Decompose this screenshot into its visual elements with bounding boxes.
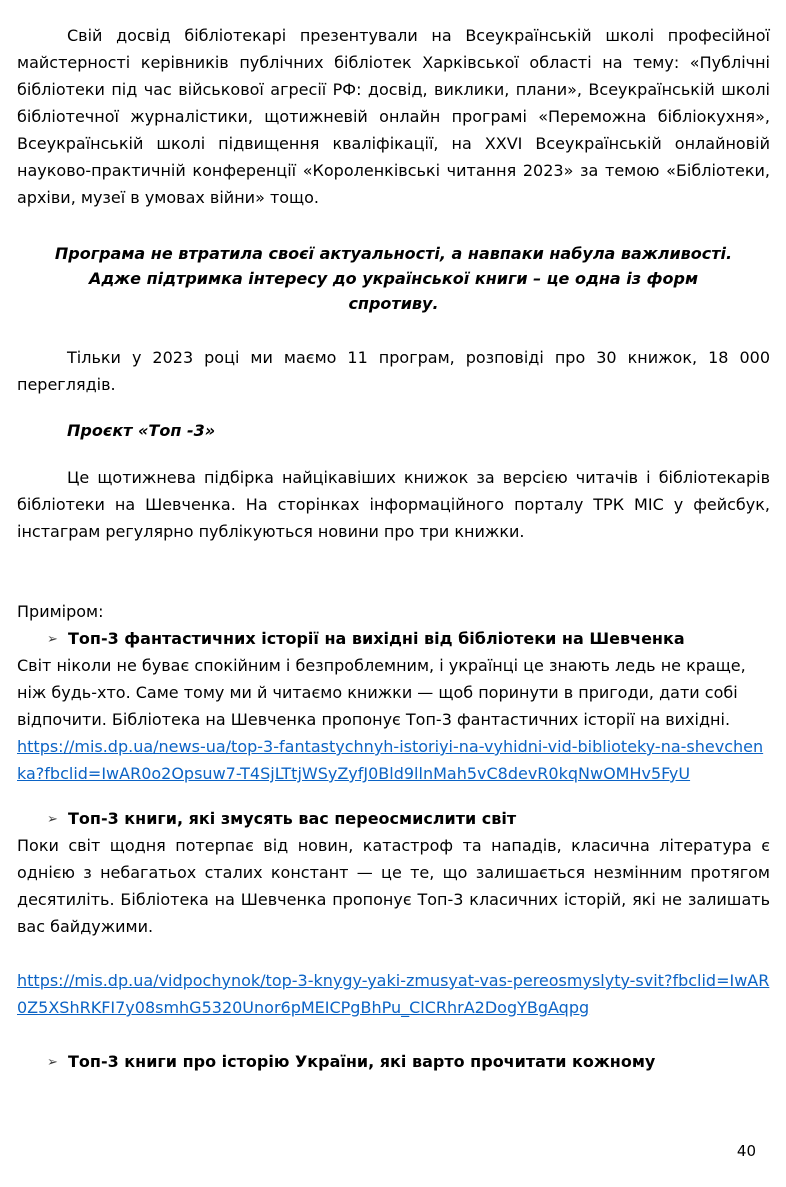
spacer <box>17 787 770 805</box>
link-top3-rethink[interactable]: https://mis.dp.ua/vidpochynok/top-3-knygy-yaki-zmusyat-vas-pereosmyslyty-svit?fbclid=IwAR0Z5XShRKFI7y08smhG5320Unor6pMEICPgBhPu_ClCRhrA2DogYBgAqpg <box>17 971 770 1017</box>
list-item-top3-rethink <box>17 805 770 832</box>
arrow-bullet-icon: ➢ <box>47 812 58 827</box>
list-item-top3-fantasy <box>17 625 770 652</box>
paragraph-experience: Свій досвід бібліотекарі презентували на Всеукраїнській школі професійної майстерності керівників публічних бібліотек Харківської області на тему: «Публічні бібліотеки під час військової агресії РФ: досвід, виклики, плани», Всеукраїнській школі бібліотечної журналістики, щотижневій онлайн програмі «Переможна бібліокухня», Всеукраїнській школі підвищення кваліфікації, на XXVI Всеукраїнській онлайновій науково-практичній конференції «Короленківські читання 2023» за темою «Бібліотеки, архіви, музеї в умовах війни» тощо. <box>17 26 770 207</box>
project-heading: Проєкт «Топ -3» <box>67 421 216 440</box>
link-top3-fantasy[interactable]: https://mis.dp.ua/news-ua/top-3-fantastychnyh-istoriyi-na-vyhidni-vid-biblioteky-na-shevchenka?fbclid=IwAR0o2Opsuw7-T4SjLTtjWSyZyfJ0Bld9llnMah5vC8devR0kqNwOMHv5FyU <box>17 737 764 783</box>
list-item-top3-history <box>17 1048 770 1075</box>
spacer <box>17 1021 770 1048</box>
page-number: 40 <box>736 1142 756 1160</box>
list-item-body: Поки світ щодня потерпає від новин, катастроф та нападів, класична література є однією з небагатьох сталих констант — це те, що залишається незмінним протягом десятиліть. Бібліотека на Шевченка пропонує Топ-3 класичних історій, які не залишать вас байдужими. <box>17 836 770 936</box>
paragraph-stats: Тільки у 2023 році ми маємо 11 програм, розповіді про 30 книжок, 18 000 переглядів. <box>17 348 770 394</box>
spacer <box>17 571 770 598</box>
list-item-title: Топ-3 книги про історію України, які варто прочитати кожному <box>68 1052 656 1071</box>
arrow-bullet-icon: ➢ <box>47 632 58 647</box>
list-item-title: Топ-3 книги, які змусять вас переосмислити світ <box>68 809 517 828</box>
spacer <box>17 940 770 967</box>
arrow-bullet-icon: ➢ <box>47 1055 58 1070</box>
list-item-body: Світ ніколи не буває спокійним і безпроблемним, і українці це знають ледь не краще, ніж будь-хто. Саме тому ми й читаємо книжки — щоб поринути в пригоди, дати собі відпочити. Бібліотека на Шевченка пропонує Топ-3 фантастичних історії на вихідні. <box>17 656 746 729</box>
list-item-title: Топ-3 фантастичних історії на вихідні від бібліотеки на Шевченка <box>68 629 685 648</box>
quote-paragraph: Програма не втратила своєї актуальності, а навпаки набула важливості. Адже підтримка інтересу до української книги – це одна із форм спротиву. <box>54 244 733 313</box>
paragraph-project-description: Це щотижнева підбірка найцікавіших книжок за версією читачів і бібліотекарів бібліотеки на Шевченка. На сторінках інформаційного порталу ТРК МІС у фейсбук, інстаграм регулярно публікуються новини про три книжки. <box>17 468 770 541</box>
examples-label: Приміром: <box>17 602 104 621</box>
